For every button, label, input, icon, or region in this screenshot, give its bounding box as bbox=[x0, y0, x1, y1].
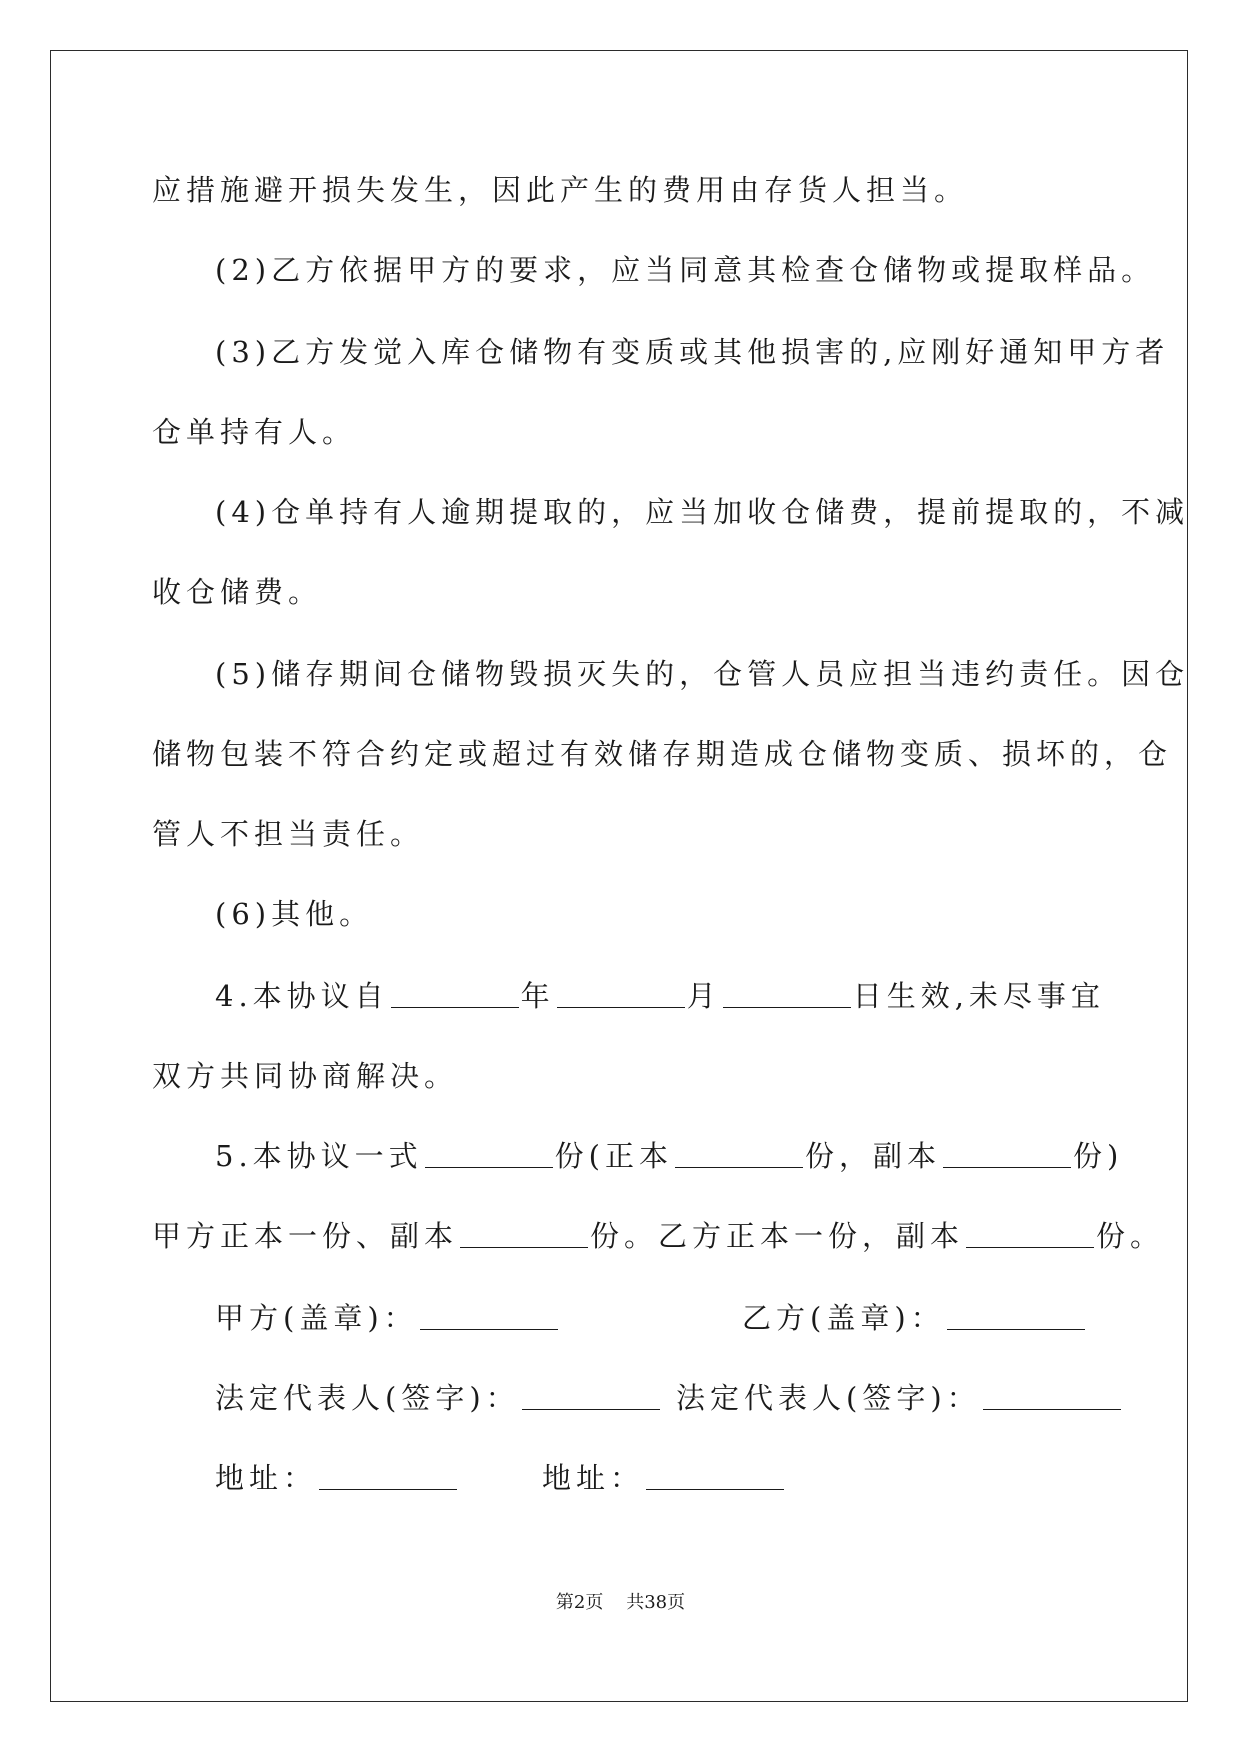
party-b-addr-label: 地址： bbox=[542, 1461, 645, 1495]
party-a-duplicates-blank[interactable] bbox=[460, 1223, 588, 1248]
page-number: 第2页 bbox=[555, 1592, 604, 1613]
party-b-seal-label: 乙方(盖章)： bbox=[742, 1301, 945, 1335]
paragraph-line: (5)储存期间仓储物毁损灭失的，仓管人员应担当违约责任。因仓 bbox=[215, 657, 1190, 691]
party-a-representative bbox=[215, 1380, 662, 1416]
paragraph-line: (6)其他。 bbox=[215, 897, 374, 931]
paragraph-line: 仓单持有人。 bbox=[152, 415, 357, 449]
party-a-seal-blank[interactable] bbox=[420, 1305, 558, 1330]
paragraph-line: (3)乙方发觉入库仓储物有变质或其他损害的,应刚好通知甲方者 bbox=[215, 335, 1170, 369]
party-a-seal bbox=[215, 1300, 560, 1336]
party-b-representative bbox=[676, 1380, 1123, 1416]
clause-5-originals: 份，副本 bbox=[805, 1139, 942, 1173]
party-a-addr-label: 地址： bbox=[215, 1461, 318, 1495]
party-b-duplicates-blank[interactable] bbox=[966, 1223, 1094, 1248]
party-a-rep-blank[interactable] bbox=[522, 1385, 660, 1410]
clause-4-year: 年 bbox=[520, 979, 555, 1013]
paragraph-line: 应措施避开损失发生，因此产生的费用由存货人担当。 bbox=[152, 173, 969, 207]
clause-4-month: 月 bbox=[686, 979, 721, 1013]
clause-4-prefix: 4.本协议自 bbox=[215, 979, 389, 1013]
party-b-address bbox=[542, 1460, 786, 1496]
clause-5-l2-prefix: 甲方正本一份、副本 bbox=[152, 1219, 459, 1253]
paragraph-line: 储物包装不符合约定或超过有效储存期造成仓储物变质、损坏的，仓 bbox=[152, 737, 1173, 771]
party-b-seal-blank[interactable] bbox=[947, 1305, 1085, 1330]
clause-5-l2-mid: 份。乙方正本一份，副本 bbox=[590, 1219, 965, 1253]
clause-5-duplicates: 份) bbox=[1073, 1139, 1124, 1173]
year-blank[interactable] bbox=[391, 983, 519, 1008]
party-a-rep-label: 法定代表人(签字)： bbox=[215, 1381, 520, 1415]
page-footer bbox=[0, 1588, 1241, 1614]
clause-4-line-1 bbox=[215, 978, 1105, 1014]
party-a-address bbox=[215, 1460, 459, 1496]
duplicates-blank[interactable] bbox=[943, 1143, 1071, 1168]
party-b-addr-blank[interactable] bbox=[646, 1465, 784, 1490]
party-b-seal bbox=[742, 1300, 1087, 1336]
clause-5-line-1 bbox=[215, 1138, 1123, 1174]
paragraph-line: 收仓储费。 bbox=[152, 575, 323, 609]
paragraph-line: 双方共同协商解决。 bbox=[152, 1059, 459, 1093]
party-a-seal-label: 甲方(盖章)： bbox=[215, 1301, 418, 1335]
clause-5-line-2 bbox=[152, 1218, 1164, 1254]
originals-blank[interactable] bbox=[675, 1143, 803, 1168]
page-total: 共38页 bbox=[626, 1592, 686, 1613]
page-border bbox=[50, 50, 1188, 1702]
clause-5-copies: 份(正本 bbox=[554, 1139, 673, 1173]
clause-5-l2-end: 份。 bbox=[1096, 1219, 1165, 1253]
party-b-rep-blank[interactable] bbox=[983, 1385, 1121, 1410]
paragraph-line: 管人不担当责任。 bbox=[152, 817, 425, 851]
clause-4-suffix: 日生效,未尽事宜 bbox=[852, 979, 1105, 1013]
party-a-addr-blank[interactable] bbox=[319, 1465, 457, 1490]
paragraph-line: (4)仓单持有人逾期提取的，应当加收仓储费，提前提取的，不减 bbox=[215, 495, 1190, 529]
month-blank[interactable] bbox=[557, 983, 685, 1008]
copies-blank[interactable] bbox=[425, 1143, 553, 1168]
paragraph-line: (2)乙方依据甲方的要求，应当同意其检查仓储物或提取样品。 bbox=[215, 253, 1156, 287]
day-blank[interactable] bbox=[723, 983, 851, 1008]
clause-5-prefix: 5.本协议一式 bbox=[215, 1139, 423, 1173]
party-b-rep-label: 法定代表人(签字)： bbox=[676, 1381, 981, 1415]
